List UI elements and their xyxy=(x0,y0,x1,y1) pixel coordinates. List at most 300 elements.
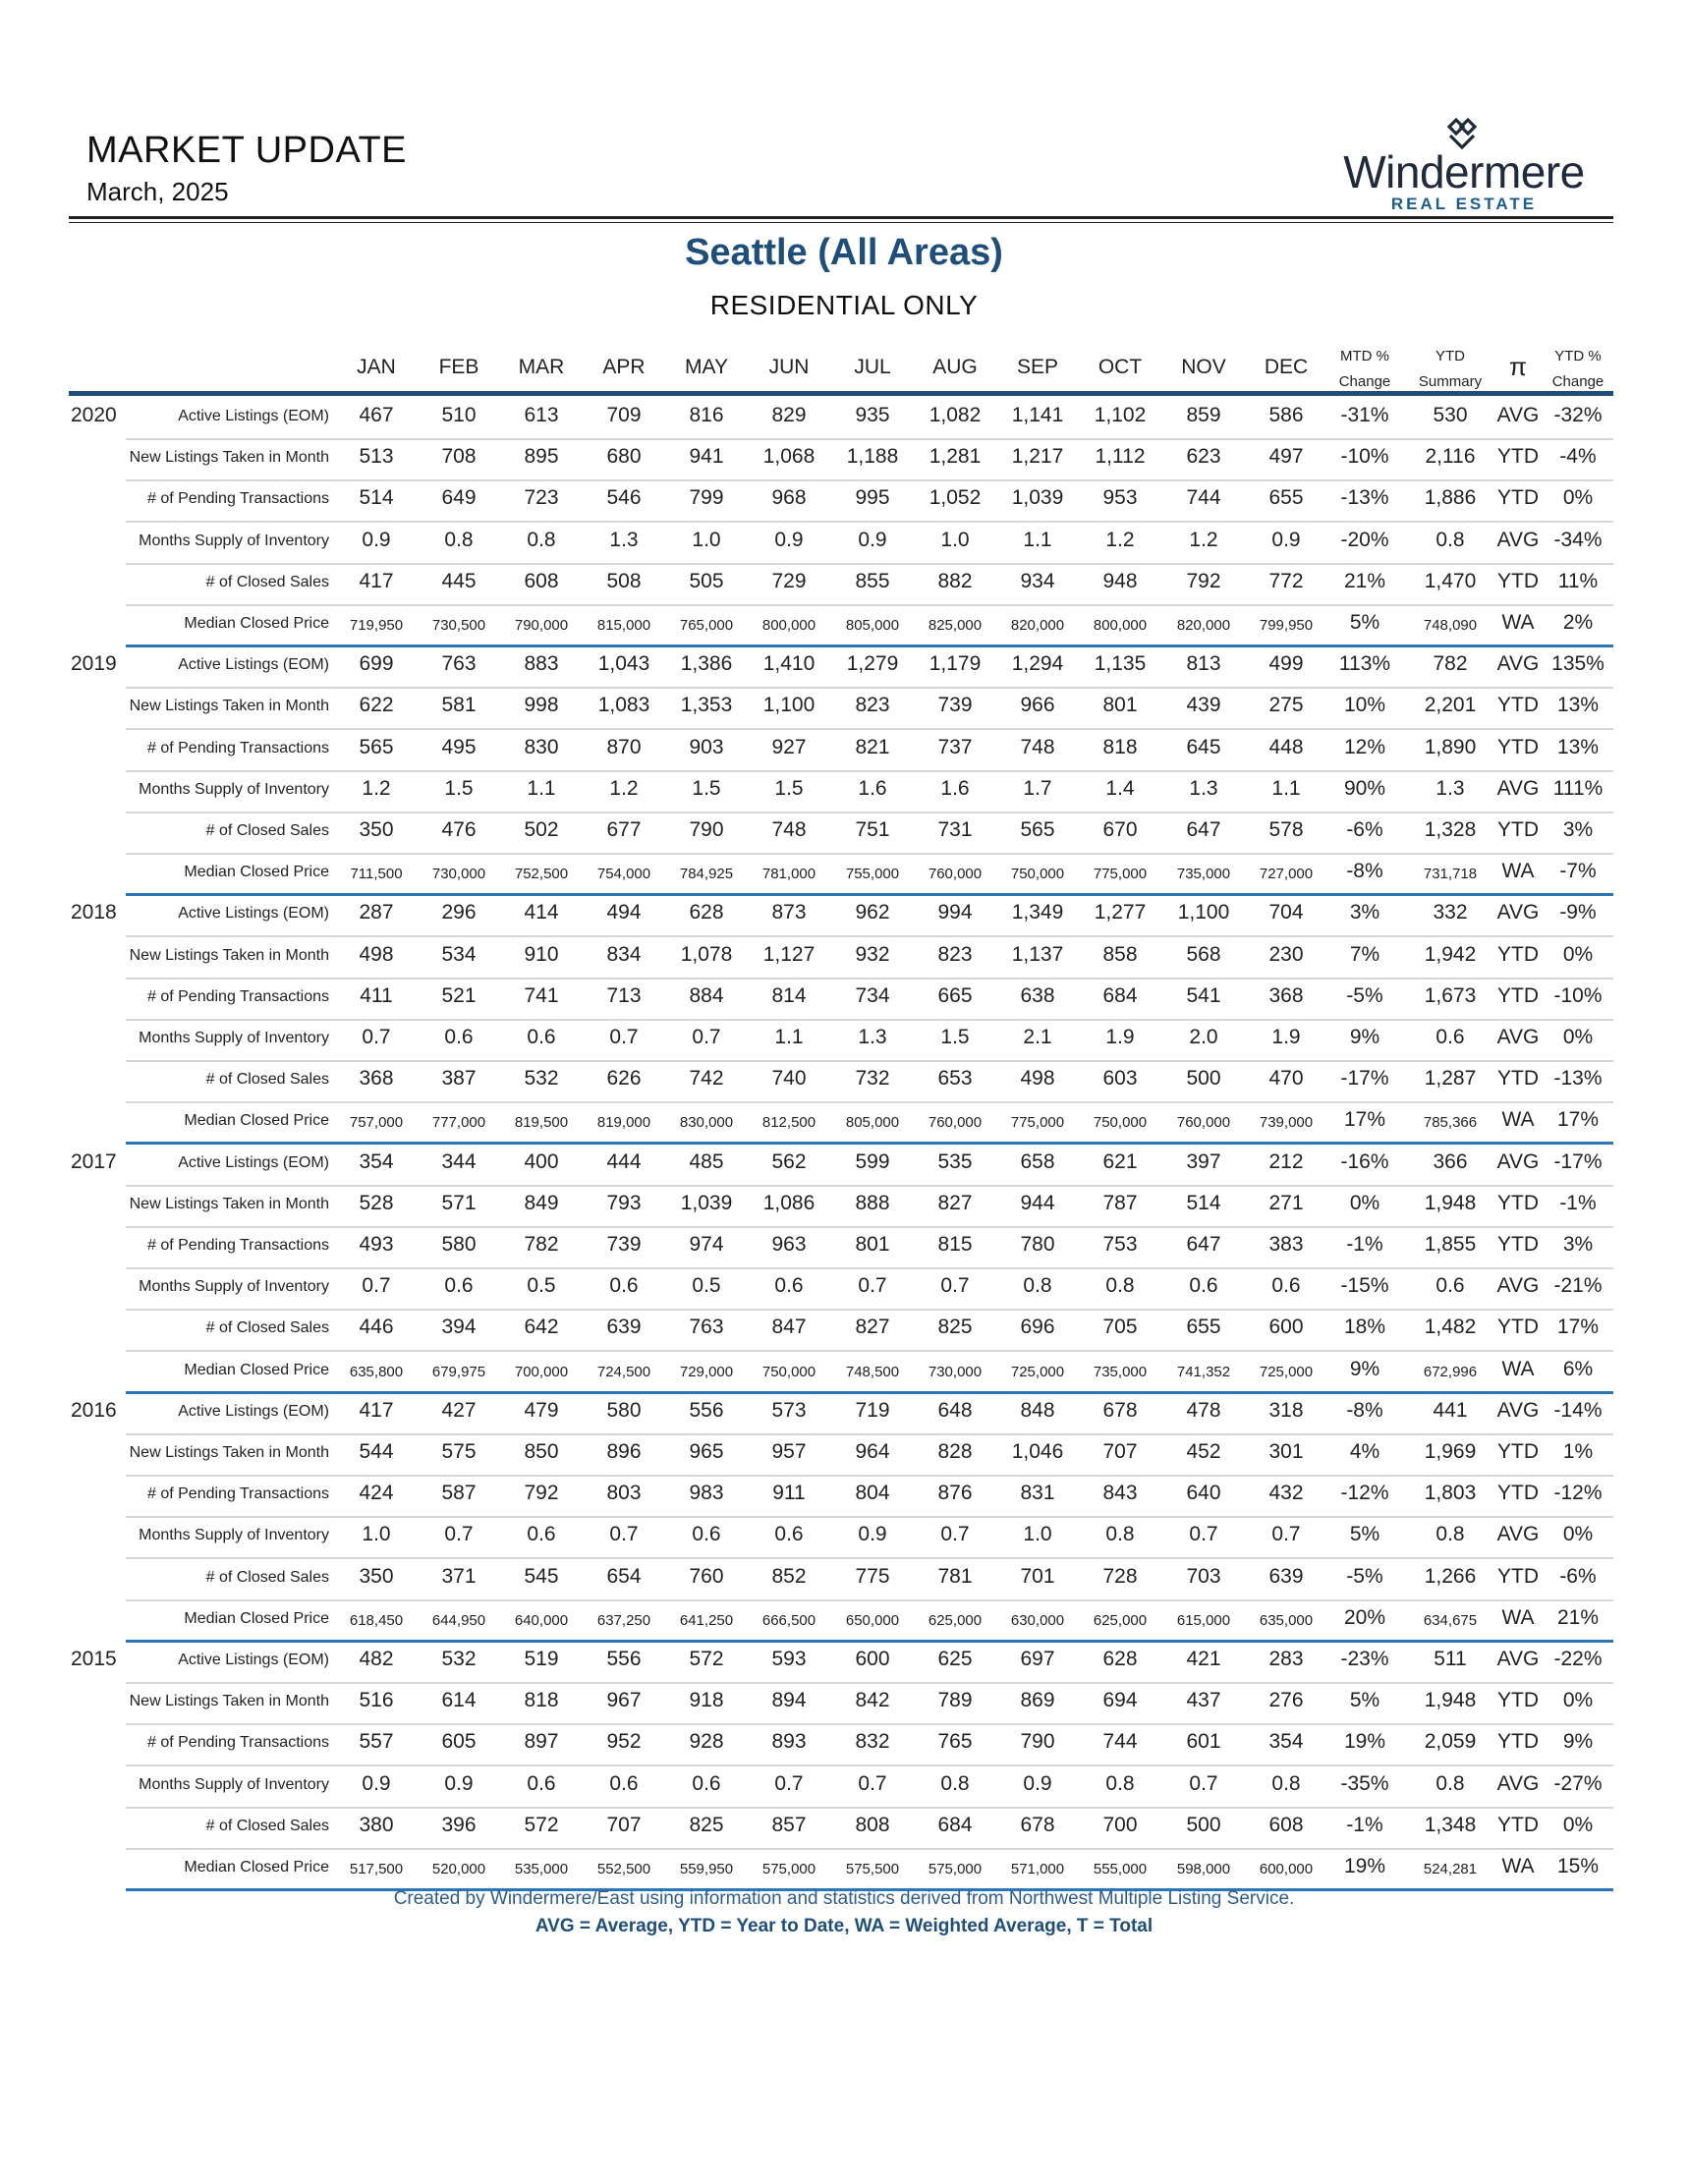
month-value-jun: 1.1 xyxy=(774,1026,804,1048)
month-value-feb: 0.7 xyxy=(444,1523,474,1546)
month-value-aug: 789 xyxy=(937,1689,973,1712)
ytd-change-value: 3% xyxy=(1562,818,1594,841)
header-divider xyxy=(69,216,1613,219)
mtd-change-value: 10% xyxy=(1343,694,1386,717)
ytd-summary-value: 1,890 xyxy=(1424,735,1477,758)
ytd-summary-value: 530 xyxy=(1433,404,1468,426)
table-row xyxy=(0,564,1688,605)
month-value-dec: 799,950 xyxy=(1259,617,1314,634)
table-row xyxy=(0,1268,1688,1310)
month-value-jan: 498 xyxy=(359,942,394,966)
metric-label: Active Listings (EOM) xyxy=(178,408,329,424)
metric-label: # of Pending Transactions xyxy=(146,987,329,1005)
month-value-jul: 932 xyxy=(855,942,890,966)
month-value-sep: 1,137 xyxy=(1011,942,1064,966)
month-value-jun: 812,500 xyxy=(761,1114,816,1132)
month-value-oct: 684 xyxy=(1102,983,1138,1007)
month-value-sep: 696 xyxy=(1020,1316,1055,1339)
month-value-jun: 740 xyxy=(771,1067,807,1091)
month-value-may: 0.6 xyxy=(692,1523,721,1546)
month-value-aug: 1,281 xyxy=(928,445,982,469)
ytd-summary-value: 785,366 xyxy=(1423,1114,1478,1132)
ytd-change-value: -13% xyxy=(1553,1067,1603,1091)
month-value-oct: 628 xyxy=(1102,1648,1138,1670)
month-value-mar: 535,000 xyxy=(514,1861,569,1877)
month-value-nov: 640 xyxy=(1186,1482,1221,1505)
month-value-sep: 1,039 xyxy=(1011,486,1064,510)
month-value-jul: 827 xyxy=(855,1316,890,1339)
year-label: 2018 xyxy=(71,901,117,924)
month-value-dec: 301 xyxy=(1268,1440,1304,1463)
ytd-summary-value: 1,673 xyxy=(1424,983,1477,1007)
month-value-dec: 283 xyxy=(1268,1648,1304,1670)
month-value-mar: 0.6 xyxy=(527,1523,556,1546)
month-value-oct: 787 xyxy=(1102,1191,1138,1214)
month-value-aug: 0.7 xyxy=(940,1274,970,1298)
month-value-mar: 0.6 xyxy=(527,1771,556,1795)
month-value-sep: 0.8 xyxy=(1023,1274,1052,1298)
ytd-change-value: -4% xyxy=(1559,445,1597,469)
column-header-jan: JAN xyxy=(357,356,396,378)
month-value-jan: 719,950 xyxy=(349,617,404,634)
ytd-change-value: 6% xyxy=(1562,1357,1594,1380)
month-value-dec: 470 xyxy=(1268,1067,1304,1091)
month-value-nov: 478 xyxy=(1186,1398,1221,1422)
month-value-jul: 842 xyxy=(855,1689,890,1712)
month-value-dec: 655 xyxy=(1268,486,1304,510)
year-label: 2020 xyxy=(71,404,117,426)
header-divider-thin xyxy=(69,222,1613,223)
month-value-may: 628 xyxy=(689,901,724,924)
table-row xyxy=(0,1352,1688,1393)
month-value-jun: 748 xyxy=(771,818,807,841)
month-value-apr: 707 xyxy=(606,1813,642,1836)
month-value-jul: 995 xyxy=(855,486,890,510)
metric-label: New Listings Taken in Month xyxy=(129,698,329,715)
month-value-dec: 354 xyxy=(1268,1730,1304,1754)
month-value-aug: 731 xyxy=(937,818,973,841)
ytd-summary-value: 366 xyxy=(1433,1149,1468,1173)
table-row xyxy=(0,1600,1688,1642)
month-value-jan: 528 xyxy=(359,1191,394,1214)
month-value-mar: 723 xyxy=(524,486,559,510)
month-value-may: 830,000 xyxy=(679,1114,734,1132)
month-value-jan: 380 xyxy=(359,1813,394,1836)
month-value-jun: 1,068 xyxy=(762,445,816,469)
column-header-type-symbol: π xyxy=(1509,352,1527,381)
month-value-feb: 777,000 xyxy=(431,1114,486,1132)
summary-type-value: YTD xyxy=(1497,1813,1539,1836)
summary-type-value: YTD xyxy=(1497,1067,1539,1091)
mtd-change-value: -15% xyxy=(1340,1274,1389,1298)
metric-label: # of Closed Sales xyxy=(205,1319,329,1337)
month-value-oct: 728 xyxy=(1102,1564,1138,1588)
column-header-aug: AUG xyxy=(932,356,978,378)
month-value-jan: 757,000 xyxy=(349,1114,404,1132)
month-value-may: 729,000 xyxy=(679,1363,734,1380)
mtd-change-value: -5% xyxy=(1346,1564,1383,1588)
month-value-jun: 1,127 xyxy=(762,942,816,966)
mtd-change-value: 7% xyxy=(1349,942,1380,966)
month-value-mar: 0.5 xyxy=(527,1274,556,1298)
month-value-mar: 895 xyxy=(524,445,559,469)
month-value-jul: 775 xyxy=(855,1564,890,1588)
metric-label: New Listings Taken in Month xyxy=(129,1693,329,1710)
ytd-summary-value: 1,287 xyxy=(1424,1067,1477,1091)
month-value-jul: 755,000 xyxy=(845,866,900,883)
month-value-apr: 677 xyxy=(606,818,642,841)
table-row xyxy=(0,895,1688,936)
month-value-jul: 832 xyxy=(855,1730,890,1754)
month-value-nov: 744 xyxy=(1186,486,1221,510)
month-value-jun: 968 xyxy=(771,486,807,510)
ytd-summary-value: 511 xyxy=(1434,1648,1467,1670)
month-value-nov: 859 xyxy=(1186,404,1221,426)
mtd-change-value: 19% xyxy=(1343,1855,1386,1877)
table-row xyxy=(0,1808,1688,1849)
summary-type-value: YTD xyxy=(1497,694,1539,717)
month-value-aug: 684 xyxy=(937,1813,973,1836)
month-value-feb: 581 xyxy=(441,694,477,717)
month-value-dec: 635,000 xyxy=(1259,1611,1314,1629)
month-value-sep: 697 xyxy=(1020,1648,1055,1670)
summary-type-value: AVG xyxy=(1496,1274,1540,1298)
month-value-dec: 383 xyxy=(1268,1233,1304,1256)
summary-type-value: WA xyxy=(1501,1855,1535,1877)
month-value-aug: 625,000 xyxy=(928,1611,983,1629)
month-value-may: 760 xyxy=(689,1564,724,1588)
table-row xyxy=(0,1227,1688,1268)
month-value-jun: 1,100 xyxy=(762,694,816,717)
month-value-oct: 1.2 xyxy=(1105,528,1135,551)
month-value-may: 918 xyxy=(689,1689,724,1712)
ytd-summary-value: 1,803 xyxy=(1424,1482,1477,1505)
summary-type-value: YTD xyxy=(1497,1730,1539,1754)
month-value-nov: 598,000 xyxy=(1176,1861,1231,1877)
month-value-jan: 699 xyxy=(359,652,394,676)
summary-type-value: AVG xyxy=(1496,901,1540,924)
ytd-summary-value: 0.6 xyxy=(1435,1026,1465,1048)
month-value-feb: 730,500 xyxy=(431,617,486,634)
month-value-dec: 318 xyxy=(1268,1398,1304,1422)
month-value-apr: 1,043 xyxy=(597,652,650,676)
mtd-change-value: 12% xyxy=(1343,735,1386,758)
month-value-nov: 601 xyxy=(1186,1730,1221,1754)
month-value-jan: 514 xyxy=(359,486,394,510)
month-value-nov: 741,352 xyxy=(1176,1363,1231,1380)
month-value-sep: 658 xyxy=(1020,1149,1055,1173)
month-value-sep: 498 xyxy=(1020,1067,1055,1091)
area-subtitle: RESIDENTIAL ONLY xyxy=(709,290,979,320)
ytd-summary-value: 634,675 xyxy=(1423,1611,1478,1629)
ytd-change-value: -10% xyxy=(1553,983,1603,1007)
mtd-change-value: -6% xyxy=(1346,818,1383,841)
month-value-oct: 818 xyxy=(1102,735,1138,758)
month-value-jun: 0.7 xyxy=(774,1771,804,1795)
month-value-dec: 772 xyxy=(1268,569,1304,592)
month-value-oct: 744 xyxy=(1102,1730,1138,1754)
month-value-oct: 750,000 xyxy=(1093,1114,1148,1132)
table-row xyxy=(0,854,1688,895)
month-value-apr: 637,250 xyxy=(596,1611,651,1629)
column-header-jul: JUL xyxy=(854,356,891,378)
month-value-oct: 775,000 xyxy=(1093,866,1148,883)
month-value-aug: 665 xyxy=(937,983,973,1007)
month-value-may: 1.0 xyxy=(692,528,721,551)
month-value-nov: 397 xyxy=(1186,1149,1221,1173)
month-value-apr: 793 xyxy=(606,1191,642,1214)
brand-subtitle: REAL ESTATE xyxy=(1390,195,1538,213)
month-value-mar: 532 xyxy=(524,1067,559,1091)
mtd-change-value: 113% xyxy=(1338,652,1391,676)
month-value-jul: 823 xyxy=(855,694,890,717)
ytd-summary-value: 0.6 xyxy=(1435,1274,1465,1298)
month-value-feb: 394 xyxy=(441,1316,477,1339)
month-value-jun: 0.6 xyxy=(774,1523,804,1546)
month-value-may: 0.5 xyxy=(692,1274,721,1298)
month-value-feb: 344 xyxy=(441,1149,477,1173)
ytd-change-value: -21% xyxy=(1553,1274,1603,1298)
month-value-nov: 655 xyxy=(1186,1316,1221,1339)
summary-type-value: YTD xyxy=(1497,569,1539,592)
month-value-dec: 432 xyxy=(1268,1482,1304,1505)
month-value-apr: 494 xyxy=(606,901,642,924)
month-value-aug: 739 xyxy=(937,694,973,717)
month-value-feb: 649 xyxy=(441,486,477,510)
month-value-jan: 517,500 xyxy=(349,1861,404,1877)
month-value-sep: 848 xyxy=(1020,1398,1055,1422)
month-value-aug: 1.5 xyxy=(940,1026,970,1048)
ytd-change-value: -9% xyxy=(1559,901,1597,924)
column-header-ytd-summary-line2: Summary xyxy=(1418,373,1483,390)
month-value-mar: 752,500 xyxy=(514,866,569,883)
month-value-jun: 852 xyxy=(771,1564,807,1588)
month-value-mar: 849 xyxy=(524,1191,559,1214)
month-value-oct: 1,102 xyxy=(1094,404,1147,426)
month-value-jan: 424 xyxy=(359,1482,394,1505)
column-header-oct: OCT xyxy=(1097,356,1143,378)
month-value-dec: 639 xyxy=(1268,1564,1304,1588)
month-value-nov: 623 xyxy=(1186,445,1221,469)
month-value-apr: 803 xyxy=(606,1482,642,1505)
footer-source-note: Created by Windermere/East using information and statistics derived from Northwest Multiple Listing Service. xyxy=(393,1888,1295,1909)
month-value-apr: 556 xyxy=(606,1648,642,1670)
month-value-feb: 571 xyxy=(441,1191,477,1214)
month-value-apr: 870 xyxy=(606,735,642,758)
month-value-jul: 808 xyxy=(855,1813,890,1836)
ytd-change-value: 15% xyxy=(1556,1855,1600,1877)
month-value-may: 974 xyxy=(689,1233,724,1256)
month-value-sep: 1,141 xyxy=(1011,404,1064,426)
month-value-jul: 748,500 xyxy=(845,1363,900,1380)
month-value-apr: 819,000 xyxy=(596,1114,651,1132)
month-value-oct: 700 xyxy=(1102,1813,1138,1836)
month-value-feb: 575 xyxy=(441,1440,477,1463)
summary-type-value: YTD xyxy=(1497,983,1539,1007)
month-value-jan: 350 xyxy=(359,818,394,841)
month-value-oct: 0.8 xyxy=(1105,1274,1135,1298)
summary-type-value: YTD xyxy=(1497,818,1539,841)
metric-label: Months Supply of Inventory xyxy=(139,1527,329,1544)
summary-type-value: AVG xyxy=(1496,652,1540,676)
month-value-jan: 0.7 xyxy=(362,1026,391,1048)
ytd-change-value: 13% xyxy=(1556,735,1600,758)
month-value-dec: 368 xyxy=(1268,983,1304,1007)
month-value-aug: 1,052 xyxy=(928,486,982,510)
month-value-may: 928 xyxy=(689,1730,724,1754)
table-row xyxy=(0,1724,1688,1765)
ytd-change-value: 13% xyxy=(1556,694,1600,717)
month-value-jun: 729 xyxy=(771,569,807,592)
month-value-aug: 1.6 xyxy=(940,776,970,800)
month-value-jan: 493 xyxy=(359,1233,394,1256)
month-value-jul: 575,500 xyxy=(845,1861,900,1877)
month-value-oct: 0.8 xyxy=(1105,1771,1135,1795)
month-value-dec: 1.1 xyxy=(1271,776,1301,800)
month-value-nov: 500 xyxy=(1186,1067,1221,1091)
metric-label: Median Closed Price xyxy=(184,615,329,632)
mtd-change-value: -16% xyxy=(1340,1149,1389,1173)
mtd-change-value: 17% xyxy=(1343,1108,1386,1132)
month-value-may: 485 xyxy=(689,1149,724,1173)
ytd-change-value: -14% xyxy=(1553,1398,1603,1422)
month-value-dec: 600 xyxy=(1268,1316,1304,1339)
month-value-may: 763 xyxy=(689,1316,724,1339)
month-value-jun: 814 xyxy=(771,983,807,1007)
month-value-oct: 1,135 xyxy=(1094,652,1147,676)
table-row xyxy=(0,523,1688,564)
ytd-change-value: -34% xyxy=(1553,528,1603,551)
ytd-summary-value: 1,969 xyxy=(1424,1440,1477,1463)
report-date: March, 2025 xyxy=(86,177,229,206)
month-value-oct: 678 xyxy=(1102,1398,1138,1422)
ytd-summary-value: 1,948 xyxy=(1424,1191,1477,1214)
table-row xyxy=(0,1476,1688,1517)
month-value-dec: 608 xyxy=(1268,1813,1304,1836)
month-value-feb: 521 xyxy=(441,983,477,1007)
summary-type-value: WA xyxy=(1501,611,1535,634)
month-value-jan: 711,500 xyxy=(350,866,403,883)
month-value-nov: 514 xyxy=(1186,1191,1221,1214)
metric-label: Months Supply of Inventory xyxy=(139,1775,329,1793)
month-value-jun: 963 xyxy=(771,1233,807,1256)
month-value-mar: 850 xyxy=(524,1440,559,1463)
month-value-sep: 571,000 xyxy=(1010,1861,1065,1877)
month-value-apr: 0.7 xyxy=(609,1523,639,1546)
column-header-ytd-change xyxy=(1537,344,1619,395)
metric-label: # of Closed Sales xyxy=(205,822,329,839)
mtd-change-value: -31% xyxy=(1340,404,1389,426)
month-value-aug: 730,000 xyxy=(928,1363,983,1380)
month-value-sep: 869 xyxy=(1020,1689,1055,1712)
table-row xyxy=(0,480,1688,522)
month-value-feb: 644,950 xyxy=(431,1611,486,1629)
month-value-may: 884 xyxy=(689,983,724,1007)
month-value-may: 1,078 xyxy=(680,942,733,966)
metric-label: New Listings Taken in Month xyxy=(129,946,329,964)
metric-label: Median Closed Price xyxy=(184,1609,329,1627)
mtd-change-value: -35% xyxy=(1340,1771,1389,1795)
month-value-dec: 1.9 xyxy=(1271,1026,1301,1048)
month-value-mar: 998 xyxy=(524,694,559,717)
month-value-sep: 565 xyxy=(1020,818,1055,841)
month-value-sep: 1.1 xyxy=(1023,528,1052,551)
ytd-summary-value: 1.3 xyxy=(1435,776,1465,800)
summary-type-value: AVG xyxy=(1496,528,1540,551)
month-value-jun: 829 xyxy=(771,404,807,426)
month-value-apr: 967 xyxy=(606,1689,642,1712)
month-value-jan: 0.9 xyxy=(362,1771,391,1795)
ytd-summary-value: 782 xyxy=(1433,652,1468,676)
month-value-apr: 0.7 xyxy=(609,1026,639,1048)
month-value-sep: 638 xyxy=(1020,983,1055,1007)
month-value-jun: 927 xyxy=(771,735,807,758)
ytd-summary-value: 524,281 xyxy=(1423,1861,1478,1877)
ytd-summary-value: 332 xyxy=(1433,901,1468,924)
month-value-nov: 615,000 xyxy=(1176,1611,1231,1629)
month-value-sep: 701 xyxy=(1020,1564,1055,1588)
month-value-jun: 666,500 xyxy=(761,1611,816,1629)
month-value-dec: 586 xyxy=(1268,404,1304,426)
month-value-feb: 296 xyxy=(441,901,477,924)
column-header-mtd-change-line2: Change xyxy=(1338,373,1391,390)
mtd-change-value: 20% xyxy=(1343,1605,1386,1629)
column-header-sep: SEP xyxy=(1016,356,1059,378)
summary-type-value: AVG xyxy=(1496,1026,1540,1048)
month-value-jul: 821 xyxy=(855,735,890,758)
table-row xyxy=(0,1186,1688,1227)
summary-type-value: AVG xyxy=(1496,1398,1540,1422)
month-value-jan: 635,800 xyxy=(349,1363,404,1380)
month-value-jul: 935 xyxy=(855,404,890,426)
month-value-feb: 445 xyxy=(441,569,477,592)
table-row xyxy=(0,771,1688,812)
month-value-may: 983 xyxy=(689,1482,724,1505)
ytd-change-value: 111% xyxy=(1552,776,1604,800)
month-value-may: 559,950 xyxy=(679,1861,734,1877)
month-value-jul: 888 xyxy=(855,1191,890,1214)
month-value-nov: 437 xyxy=(1186,1689,1221,1712)
month-value-jul: 0.7 xyxy=(858,1771,887,1795)
mtd-change-value: -12% xyxy=(1340,1482,1389,1505)
month-value-aug: 760,000 xyxy=(928,866,983,883)
month-value-mar: 608 xyxy=(524,569,559,592)
month-value-jan: 557 xyxy=(359,1730,394,1754)
month-value-mar: 792 xyxy=(524,1482,559,1505)
month-value-jun: 873 xyxy=(771,901,807,924)
month-value-feb: 532 xyxy=(441,1648,477,1670)
column-header-mtd-change-line1: MTD % xyxy=(1340,348,1389,364)
month-value-jan: 482 xyxy=(359,1648,394,1670)
metric-label: Months Supply of Inventory xyxy=(139,1030,329,1046)
column-header-mtd-change xyxy=(1323,344,1406,395)
month-value-nov: 735,000 xyxy=(1176,866,1231,883)
month-value-nov: 820,000 xyxy=(1176,617,1231,634)
metric-label: Active Listings (EOM) xyxy=(178,905,329,923)
month-value-may: 641,250 xyxy=(679,1611,734,1629)
month-value-jan: 565 xyxy=(359,735,394,758)
month-value-jun: 781,000 xyxy=(761,866,816,883)
ytd-change-value: 0% xyxy=(1562,942,1594,966)
summary-type-value: AVG xyxy=(1496,1771,1540,1795)
month-value-mar: 414 xyxy=(524,901,559,924)
table-row xyxy=(0,1434,1688,1476)
month-value-sep: 678 xyxy=(1020,1813,1055,1836)
month-value-sep: 748 xyxy=(1020,735,1055,758)
month-value-aug: 648 xyxy=(937,1398,973,1422)
month-value-sep: 1,217 xyxy=(1011,445,1064,469)
month-value-dec: 448 xyxy=(1268,735,1304,758)
